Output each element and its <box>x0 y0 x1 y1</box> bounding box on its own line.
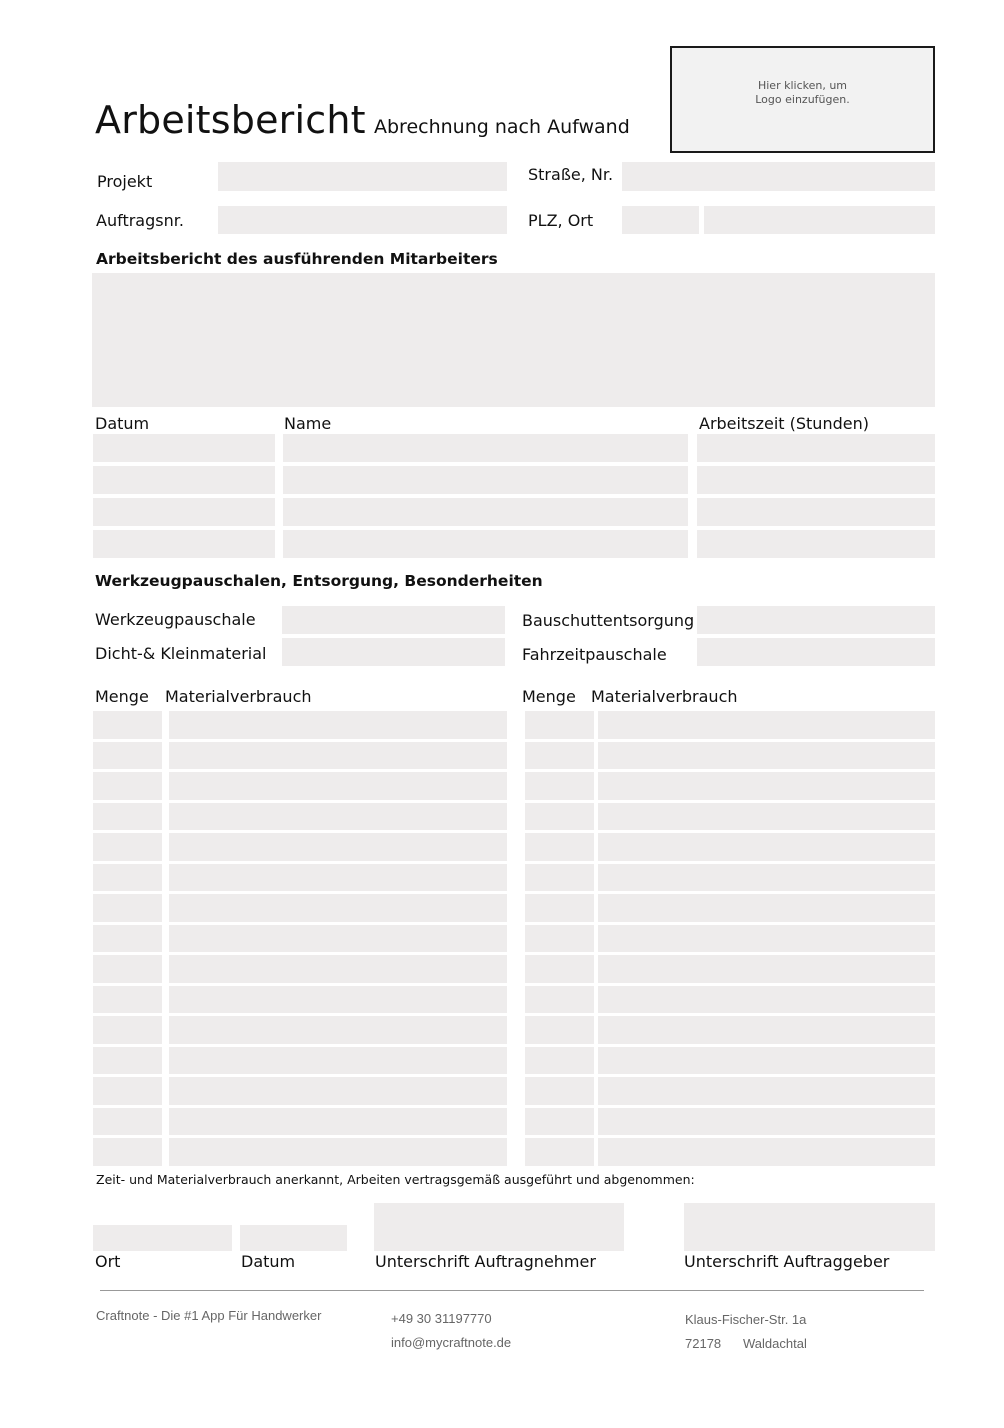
project-field[interactable] <box>218 162 507 191</box>
time-row-hours-field[interactable] <box>697 466 935 494</box>
footer-company: Craftnote - Die #1 App Für Handwerker <box>96 1308 322 1323</box>
extras-heading: Werkzeugpauschalen, Entsorgung, Besonderheiten <box>95 572 543 590</box>
left-material-desc-field[interactable] <box>169 1138 507 1166</box>
sealing-material-field[interactable] <box>282 638 505 666</box>
right-material-desc-field[interactable] <box>598 1016 935 1044</box>
left-material-qty-field[interactable] <box>93 925 162 952</box>
right-material-desc-field[interactable] <box>598 925 935 952</box>
right-material-qty-field[interactable] <box>525 742 594 769</box>
order-number-label: Auftragsnr. <box>96 211 184 230</box>
time-row-name-field[interactable] <box>283 466 688 494</box>
right-material-desc-field[interactable] <box>598 1108 935 1135</box>
right-material-qty-field[interactable] <box>525 833 594 861</box>
place-field[interactable] <box>93 1225 232 1251</box>
right-material-desc-field[interactable] <box>598 1077 935 1105</box>
right-material-qty-field[interactable] <box>525 1016 594 1044</box>
left-material-qty-field[interactable] <box>93 803 162 830</box>
right-material-qty-field[interactable] <box>525 894 594 922</box>
right-material-qty-field[interactable] <box>525 925 594 952</box>
contractor-signature-field[interactable] <box>374 1203 624 1251</box>
logo-placeholder-line-2: Logo einzufügen. <box>755 92 850 106</box>
zip-field[interactable] <box>622 206 699 234</box>
right-material-qty-field[interactable] <box>525 772 594 800</box>
left-material-desc-field[interactable] <box>169 772 507 800</box>
logo-placeholder-text <box>755 79 849 107</box>
rubble-disposal-field[interactable] <box>697 606 935 634</box>
street-label: Straße, Nr. <box>528 165 614 184</box>
time-row-name-field[interactable] <box>283 434 688 462</box>
left-material-qty-field[interactable] <box>93 1108 162 1135</box>
travel-time-field[interactable] <box>697 638 935 666</box>
right-material-desc-field[interactable] <box>598 1047 935 1074</box>
left-material-qty-field[interactable] <box>93 1016 162 1044</box>
left-material-desc-field[interactable] <box>169 1047 507 1074</box>
right-material-qty-field[interactable] <box>525 986 594 1013</box>
left-material-header: Materialverbrauch <box>165 687 312 706</box>
left-material-qty-field[interactable] <box>93 1047 162 1074</box>
page-subtitle: Abrechnung nach Aufwand <box>374 116 630 138</box>
left-material-desc-field[interactable] <box>169 742 507 769</box>
street-field[interactable] <box>622 162 935 191</box>
footer-phone: +49 30 31197770 <box>391 1311 492 1326</box>
right-material-desc-field[interactable] <box>598 986 935 1013</box>
client-signature-label: Unterschrift Auftraggeber <box>684 1252 890 1271</box>
time-table-header-name: Name <box>284 414 332 433</box>
right-material-desc-field[interactable] <box>598 1138 935 1166</box>
time-row-date-field[interactable] <box>93 434 275 462</box>
time-row-date-field[interactable] <box>93 466 275 494</box>
right-material-desc-field[interactable] <box>598 772 935 800</box>
right-material-desc-field[interactable] <box>598 711 935 739</box>
left-material-qty-field[interactable] <box>93 1138 162 1166</box>
tool-flat-rate-label: Werkzeugpauschale <box>95 610 256 629</box>
right-material-qty-field[interactable] <box>525 1047 594 1074</box>
time-table-header-hours: Arbeitszeit (Stunden) <box>699 414 869 433</box>
order-number-field[interactable] <box>218 206 507 234</box>
logo-upload-box[interactable] <box>670 46 935 153</box>
time-row-hours-field[interactable] <box>697 434 935 462</box>
date-field[interactable] <box>240 1225 347 1251</box>
right-material-desc-field[interactable] <box>598 803 935 830</box>
left-material-qty-field[interactable] <box>93 772 162 800</box>
left-material-desc-field[interactable] <box>169 864 507 891</box>
time-row-name-field[interactable] <box>283 498 688 526</box>
right-material-desc-field[interactable] <box>598 955 935 983</box>
left-material-desc-field[interactable] <box>169 833 507 861</box>
time-row-date-field[interactable] <box>93 530 275 558</box>
right-material-desc-field[interactable] <box>598 742 935 769</box>
right-material-desc-field[interactable] <box>598 894 935 922</box>
left-material-desc-field[interactable] <box>169 803 507 830</box>
right-material-qty-field[interactable] <box>525 803 594 830</box>
footer-city: Waldachtal <box>743 1336 807 1351</box>
client-signature-field[interactable] <box>684 1203 935 1251</box>
footer-divider <box>100 1290 924 1291</box>
left-material-qty-field[interactable] <box>93 1077 162 1105</box>
sealing-material-label: Dicht-& Kleinmaterial <box>95 644 267 663</box>
work-report-textarea[interactable] <box>92 273 935 407</box>
left-material-qty-field[interactable] <box>93 833 162 861</box>
footer-street: Klaus-Fischer-Str. 1a <box>685 1312 807 1327</box>
place-label: Ort <box>95 1252 121 1271</box>
left-material-desc-field[interactable] <box>169 1077 507 1105</box>
rubble-disposal-label: Bauschuttentsorgung <box>522 611 695 630</box>
travel-time-label: Fahrzeitpauschale <box>522 645 667 664</box>
left-material-desc-field[interactable] <box>169 1016 507 1044</box>
left-material-qty-field[interactable] <box>93 986 162 1013</box>
right-material-desc-field[interactable] <box>598 833 935 861</box>
time-row-name-field[interactable] <box>283 530 688 558</box>
left-material-desc-field[interactable] <box>169 955 507 983</box>
contractor-signature-label: Unterschrift Auftragnehmer <box>375 1252 596 1271</box>
left-material-qty-field[interactable] <box>93 742 162 769</box>
city-field[interactable] <box>704 206 935 234</box>
right-material-qty-field[interactable] <box>525 1138 594 1166</box>
right-material-header: Materialverbrauch <box>591 687 738 706</box>
page-title: Arbeitsbericht <box>95 98 366 142</box>
right-qty-header: Menge <box>522 687 576 706</box>
right-material-qty-field[interactable] <box>525 864 594 891</box>
left-qty-header: Menge <box>95 687 149 706</box>
project-label: Projekt <box>97 172 153 191</box>
left-material-qty-field[interactable] <box>93 711 162 739</box>
date-label: Datum <box>241 1252 296 1271</box>
left-material-desc-field[interactable] <box>169 1108 507 1135</box>
footer-email: info@mycraftnote.de <box>391 1335 512 1350</box>
left-material-qty-field[interactable] <box>93 894 162 922</box>
footer-zip: 72178 <box>685 1336 722 1351</box>
right-material-qty-field[interactable] <box>525 711 594 739</box>
left-material-desc-field[interactable] <box>169 986 507 1013</box>
left-material-qty-field[interactable] <box>93 864 162 891</box>
time-table-header-date: Datum <box>95 414 150 433</box>
work-report-heading: Arbeitsbericht des ausführenden Mitarbeiters <box>96 250 498 268</box>
logo-placeholder-line-1: Hier klicken, um <box>757 78 848 92</box>
left-material-desc-field[interactable] <box>169 711 507 739</box>
right-material-qty-field[interactable] <box>525 1077 594 1105</box>
right-material-qty-field[interactable] <box>525 1108 594 1135</box>
left-material-desc-field[interactable] <box>169 894 507 922</box>
left-material-desc-field[interactable] <box>169 925 507 952</box>
time-row-hours-field[interactable] <box>697 530 935 558</box>
time-row-hours-field[interactable] <box>697 498 935 526</box>
right-material-desc-field[interactable] <box>598 864 935 891</box>
right-material-qty-field[interactable] <box>525 955 594 983</box>
tool-flat-rate-field[interactable] <box>282 606 505 634</box>
acceptance-statement: Zeit- und Materialverbrauch anerkannt, Arbeiten vertragsgemäß ausgeführt und abgenommen: <box>96 1172 695 1187</box>
time-row-date-field[interactable] <box>93 498 275 526</box>
left-material-qty-field[interactable] <box>93 955 162 983</box>
zip-city-label: PLZ, Ort <box>528 211 594 230</box>
